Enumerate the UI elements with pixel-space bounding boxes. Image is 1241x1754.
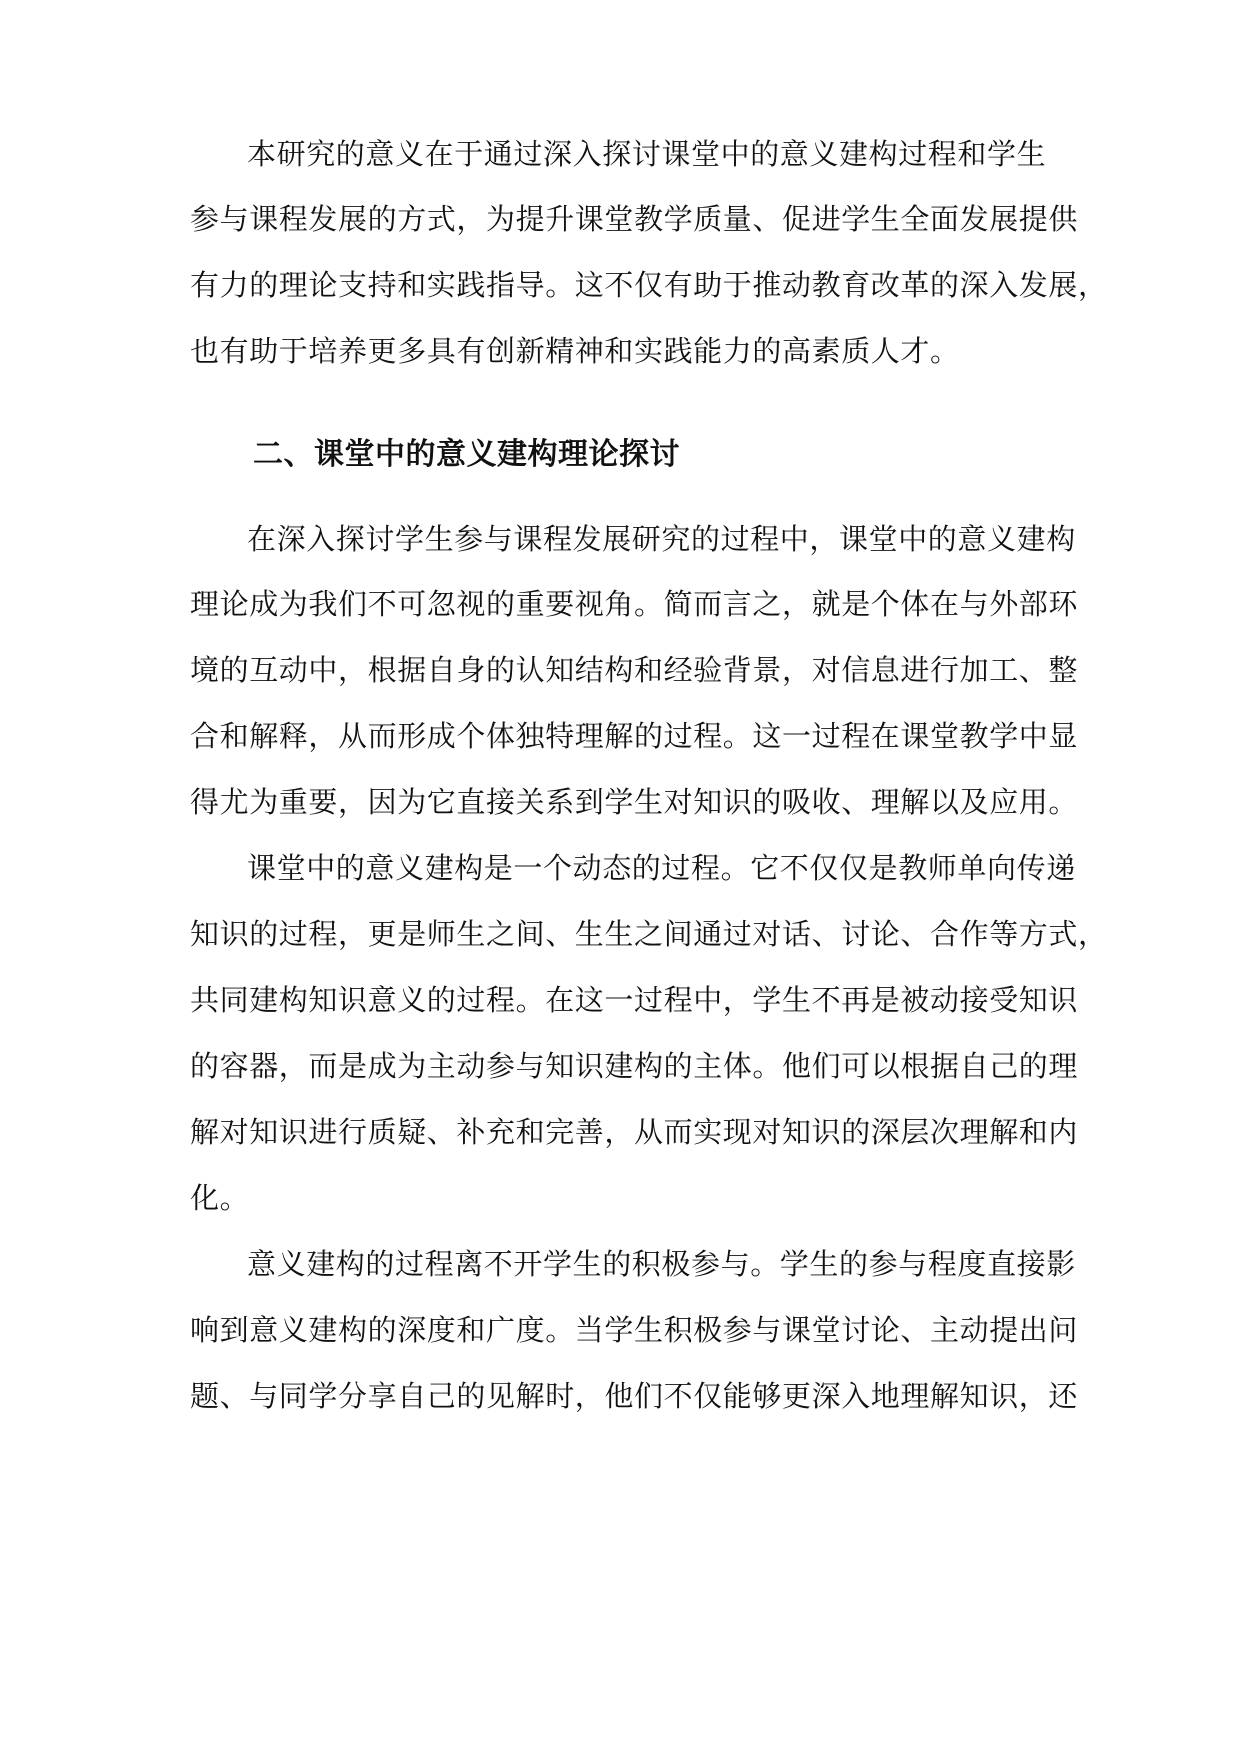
- paragraph-line: 意义建构的过程离不开学生的积极参与。学生的参与程度直接影: [247, 1247, 1076, 1281]
- paragraph-line: 理论成为我们不可忽视的重要视角。简而言之，就是个体在与外部环: [190, 587, 1079, 621]
- paragraph-line: 参与课程发展的方式，为提升课堂教学质量、促进学生全面发展提供: [190, 202, 1079, 236]
- paragraph-line: 课堂中的意义建构是一个动态的过程。它不仅仅是教师单向传递: [247, 851, 1076, 885]
- paragraph-line: 有力的理论支持和实践指导。这不仅有助于推动教育改革的深入发展，: [190, 268, 1108, 302]
- paragraph-line: 得尤为重要，因为它直接关系到学生对知识的吸收、理解以及应用。: [190, 785, 1079, 819]
- paragraph-line: 合和解释，从而形成个体独特理解的过程。这一过程在课堂教学中显: [190, 719, 1079, 753]
- paragraph-line: 化。: [190, 1181, 250, 1215]
- paragraph-line: 本研究的意义在于通过深入探讨课堂中的意义建构过程和学生: [247, 137, 1047, 171]
- paragraph-line: 在深入探讨学生参与课程发展研究的过程中，课堂中的意义建构: [247, 522, 1076, 556]
- paragraph-line: 也有助于培养更多具有创新精神和实践能力的高素质人才。: [190, 334, 960, 368]
- paragraph-line: 响到意义建构的深度和广度。当学生积极参与课堂讨论、主动提出问: [190, 1313, 1079, 1347]
- paragraph-line: 知识的过程，更是师生之间、生生之间通过对话、讨论、合作等方式，: [190, 917, 1108, 951]
- paragraph-line: 的容器，而是成为主动参与知识建构的主体。他们可以根据自己的理: [190, 1049, 1079, 1083]
- paragraph-line: 题、与同学分享自己的见解时，他们不仅能够更深入地理解知识，还: [190, 1379, 1079, 1413]
- paragraph-line: 境的互动中，根据自身的认知结构和经验背景，对信息进行加工、整: [190, 653, 1079, 687]
- section-heading: 二、课堂中的意义建构理论探讨: [253, 437, 680, 472]
- paragraph-line: 共同建构知识意义的过程。在这一过程中，学生不再是被动接受知识: [190, 983, 1079, 1017]
- paragraph-line: 解对知识进行质疑、补充和完善，从而实现对知识的深层次理解和内: [190, 1115, 1079, 1149]
